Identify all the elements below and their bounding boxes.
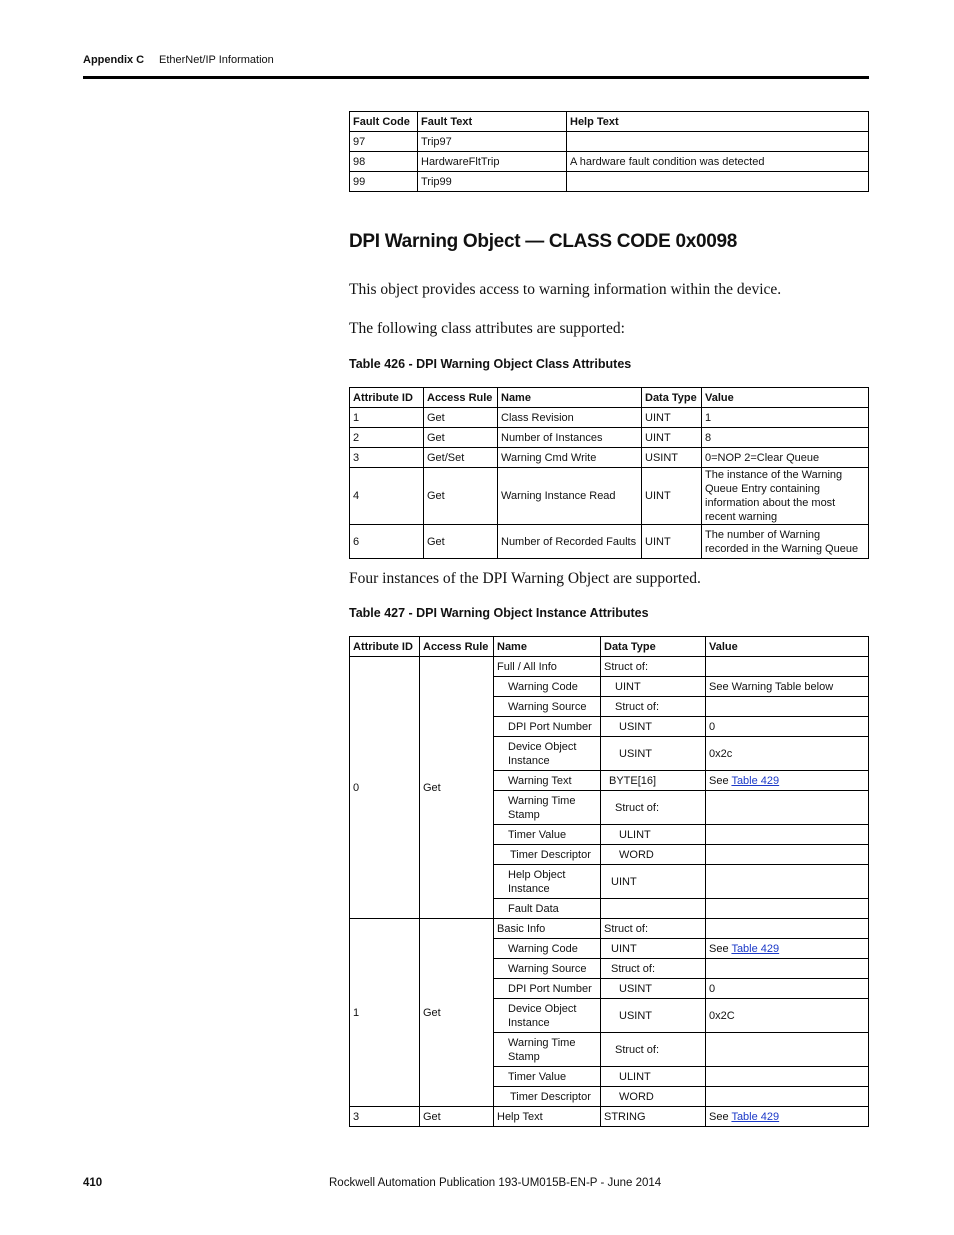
col-header: Access Rule	[424, 388, 498, 408]
cell: Struct of:	[601, 697, 706, 717]
cell: Warning Instance Read	[498, 468, 642, 525]
cell	[706, 899, 869, 919]
cell: HardwareFltTrip	[418, 152, 567, 172]
cell: DPI Port Number	[494, 717, 601, 737]
cell: UINT	[601, 865, 706, 899]
cell: Trip99	[418, 172, 567, 192]
cell: 0x2C	[706, 999, 869, 1033]
cell	[706, 919, 869, 939]
table-caption: Table 427 - DPI Warning Object Instance Attributes	[349, 606, 649, 620]
see-text: See	[709, 774, 732, 787]
cell: Struct of:	[601, 919, 706, 939]
cell: Warning Code	[494, 939, 601, 959]
col-header: Value	[702, 388, 869, 408]
page-number: 410	[83, 1177, 103, 1189]
cell: Help Text	[494, 1107, 601, 1127]
cell: 8	[702, 428, 869, 448]
cell: 97	[350, 132, 418, 152]
table-row	[350, 132, 869, 152]
col-header: Value	[706, 637, 869, 657]
cell: Fault Data	[494, 899, 601, 919]
cell: Warning Text	[494, 771, 601, 791]
cell: DPI Port Number	[494, 979, 601, 999]
cell	[706, 825, 869, 845]
cell: 98	[350, 152, 418, 172]
cell: Get	[420, 1107, 494, 1127]
cell: STRING	[601, 1107, 706, 1127]
table-row	[350, 448, 869, 468]
table-row	[350, 172, 869, 192]
col-header: Data Type	[642, 388, 702, 408]
cell	[706, 959, 869, 979]
cell: The instance of the Warning Queue Entry containing information about the most recent warning	[702, 468, 869, 525]
cell: Warning Source	[494, 697, 601, 717]
cell: WORD	[601, 1087, 706, 1107]
table-row	[350, 1107, 869, 1127]
cell: Full / All Info	[494, 657, 601, 677]
table-row	[350, 152, 869, 172]
cell	[567, 132, 869, 152]
cell: Basic Info	[494, 919, 601, 939]
col-header: Fault Code	[350, 112, 418, 132]
cell: USINT	[601, 999, 706, 1033]
cell	[706, 1033, 869, 1067]
cell: Get	[420, 919, 494, 1107]
cell	[706, 1067, 869, 1087]
cell: 4	[350, 468, 424, 525]
section-heading: DPI Warning Object — CLASS CODE 0x0098	[349, 231, 738, 252]
cell	[706, 791, 869, 825]
cell	[706, 1107, 869, 1127]
cell: Get	[424, 408, 498, 428]
cell	[706, 771, 869, 791]
cell: Warning Source	[494, 959, 601, 979]
table-row	[350, 468, 869, 525]
cell: Class Revision	[498, 408, 642, 428]
cell: Struct of:	[601, 959, 706, 979]
table-caption: Table 426 - DPI Warning Object Class Attributes	[349, 357, 632, 371]
cell	[601, 899, 706, 919]
cell: See Warning Table below	[706, 677, 869, 697]
see-text: See	[709, 942, 732, 955]
cell: BYTE[16]	[601, 771, 706, 791]
col-header: Help Text	[567, 112, 869, 132]
cell: UINT	[601, 677, 706, 697]
cell: Warning Time Stamp	[494, 791, 601, 825]
table-row	[350, 525, 869, 559]
cell: 1	[350, 408, 424, 428]
cell: The number of Warning recorded in the Warning Queue	[702, 525, 869, 559]
cell	[567, 172, 869, 192]
page-header	[83, 52, 869, 79]
col-header: Data Type	[601, 637, 706, 657]
cell	[706, 845, 869, 865]
cell: 1	[350, 919, 420, 1107]
cell: 0=NOP 2=Clear Queue	[702, 448, 869, 468]
cell: Struct of:	[601, 657, 706, 677]
col-header: Access Rule	[420, 637, 494, 657]
cell: USINT	[601, 979, 706, 999]
cell: A hardware fault condition was detected	[567, 152, 869, 172]
cell	[706, 657, 869, 677]
cell: UINT	[642, 468, 702, 525]
table-429-link[interactable]: Table 429	[731, 774, 780, 787]
cell: 0	[706, 717, 869, 737]
class-attributes-table	[349, 387, 869, 559]
cell: Get	[424, 468, 498, 525]
cell: Trip97	[418, 132, 567, 152]
cell: Warning Code	[494, 677, 601, 697]
publication-info: Rockwell Automation Publication 193-UM015B-EN-P - June 2014	[329, 1177, 662, 1189]
col-header: Fault Text	[418, 112, 567, 132]
table-row	[350, 919, 869, 939]
col-header: Name	[494, 637, 601, 657]
cell: 6	[350, 525, 424, 559]
fault-table	[349, 111, 869, 192]
cell: Warning Cmd Write	[498, 448, 642, 468]
section-label: EtherNet/IP Information	[159, 54, 274, 66]
cell: 3	[350, 448, 424, 468]
cell: Help Object Instance	[494, 865, 601, 899]
cell: UINT	[642, 428, 702, 448]
cell: UINT	[642, 408, 702, 428]
cell: Timer Descriptor	[494, 1087, 601, 1107]
cell: Timer Descriptor	[494, 845, 601, 865]
instances-note: Four instances of the DPI Warning Object are supported.	[349, 570, 701, 587]
cell	[706, 697, 869, 717]
table-row	[350, 408, 869, 428]
cell: WORD	[601, 845, 706, 865]
cell: Timer Value	[494, 825, 601, 845]
cell	[706, 939, 869, 959]
table-row	[350, 428, 869, 448]
cell: Warning Time Stamp	[494, 1033, 601, 1067]
cell: Struct of:	[601, 1033, 706, 1067]
cell: USINT	[601, 717, 706, 737]
cell: Device Object Instance	[494, 999, 601, 1033]
cell: 0x2c	[706, 737, 869, 771]
cell: Number of Recorded Faults	[498, 525, 642, 559]
appendix-label: Appendix C	[83, 54, 145, 66]
intro-paragraph: The following class attributes are supported:	[349, 320, 625, 337]
cell: ULINT	[601, 1067, 706, 1087]
cell: USINT	[601, 737, 706, 771]
cell: 3	[350, 1107, 420, 1127]
cell: 0	[706, 979, 869, 999]
cell: Get	[424, 525, 498, 559]
cell: Timer Value	[494, 1067, 601, 1087]
instance-attributes-table	[349, 636, 869, 1127]
col-header: Attribute ID	[350, 388, 424, 408]
cell: Get/Set	[424, 448, 498, 468]
cell: UINT	[642, 525, 702, 559]
col-header: Attribute ID	[350, 637, 420, 657]
cell	[706, 865, 869, 899]
see-text: See	[709, 1110, 732, 1123]
cell: Get	[424, 428, 498, 448]
cell: ULINT	[601, 825, 706, 845]
cell: Struct of:	[601, 791, 706, 825]
cell: UINT	[601, 939, 706, 959]
cell	[706, 1087, 869, 1107]
col-header: Name	[498, 388, 642, 408]
cell: Device Object Instance	[494, 737, 601, 771]
cell: USINT	[642, 448, 702, 468]
table-429-link[interactable]: Table 429	[731, 1110, 780, 1123]
cell: Number of Instances	[498, 428, 642, 448]
cell: 0	[350, 657, 420, 919]
cell: 2	[350, 428, 424, 448]
cell: 1	[702, 408, 869, 428]
table-429-link[interactable]: Table 429	[731, 942, 780, 955]
intro-paragraph: This object provides access to warning information within the device.	[349, 281, 782, 298]
cell: 99	[350, 172, 418, 192]
table-row	[350, 657, 869, 677]
cell: Get	[420, 657, 494, 919]
